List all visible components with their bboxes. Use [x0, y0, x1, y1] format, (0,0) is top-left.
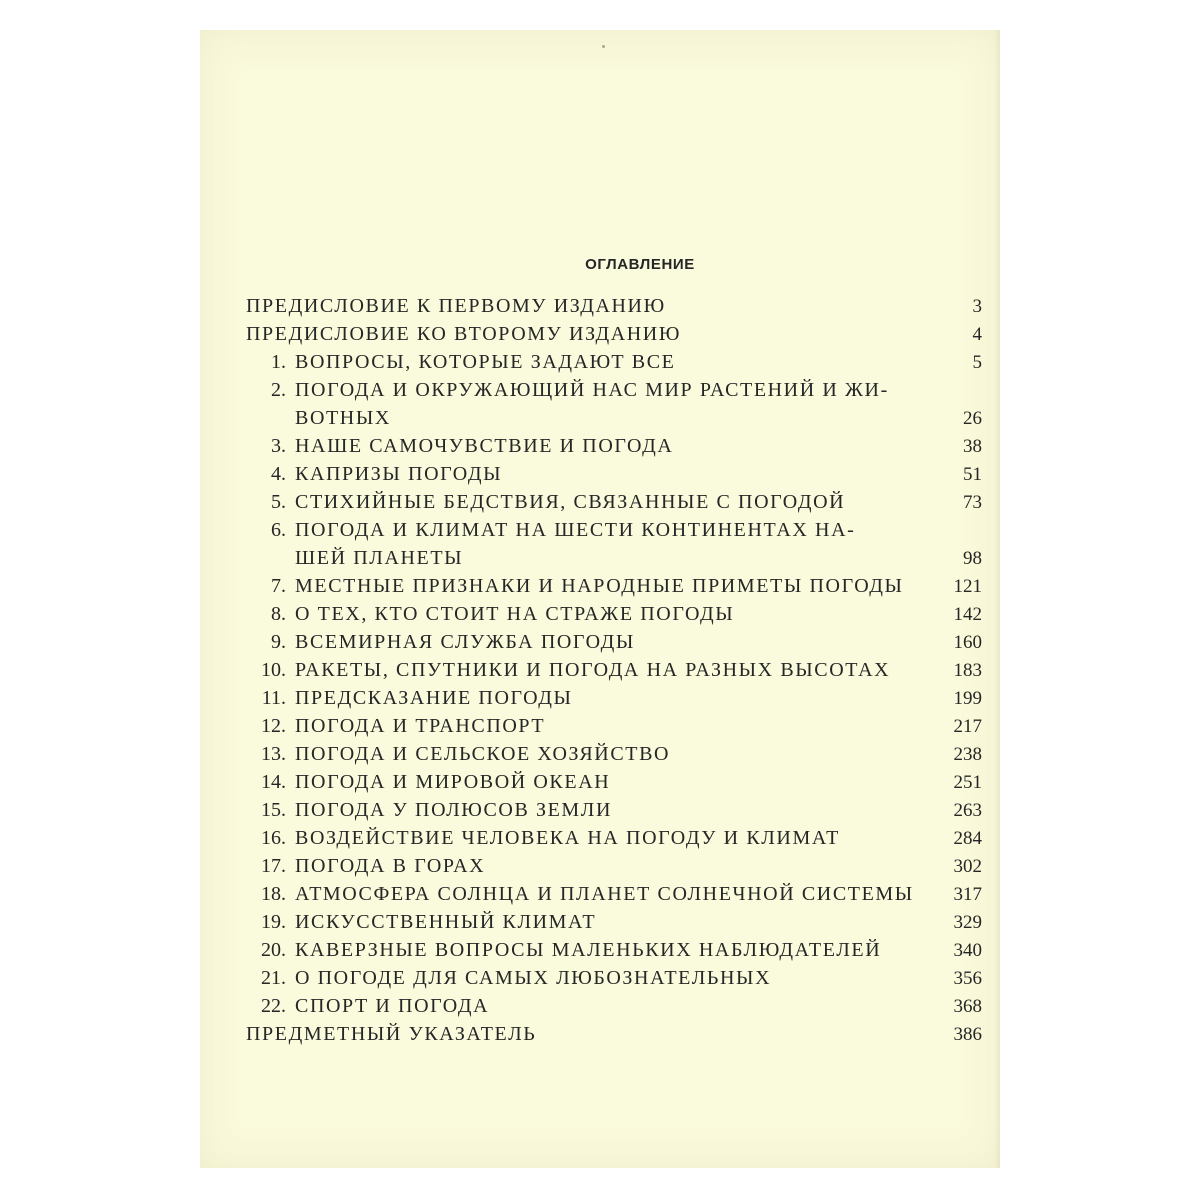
toc-entry-number: 3.	[271, 435, 286, 457]
toc-entry-page: 121	[953, 576, 982, 597]
table-of-contents	[246, 254, 982, 1048]
toc-entry-title: СТИХИЙНЫЕ БЕДСТВИЯ, СВЯЗАННЫЕ С ПОГОДОЙ	[295, 491, 846, 513]
dust-speck	[602, 45, 605, 48]
toc-entry-number: 5.	[271, 491, 286, 513]
toc-entry-title: ПРЕДМЕТНЫЙ УКАЗАТЕЛЬ	[246, 1023, 537, 1045]
toc-entry-page: 340	[953, 940, 982, 961]
toc-entry	[246, 684, 982, 712]
toc-entry-number: 20.	[261, 939, 286, 961]
toc-entry	[246, 460, 982, 488]
toc-entry-title: О ТЕХ, КТО СТОИТ НА СТРАЖЕ ПОГОДЫ	[295, 603, 735, 625]
toc-entry-number: 8.	[271, 603, 286, 625]
toc-entry-title: ВОТНЫХ	[295, 407, 391, 429]
toc-entry-number: 16.	[261, 827, 286, 849]
toc-entry-page: 302	[953, 856, 982, 877]
toc-entry	[246, 572, 982, 600]
toc-entry-title: ПОГОДА И ТРАНСПОРТ	[295, 715, 546, 737]
toc-entry	[246, 796, 982, 824]
toc-entry-number: 10.	[261, 659, 286, 681]
toc-entry	[246, 376, 982, 404]
toc-entry	[246, 292, 982, 320]
toc-entry-page: 183	[953, 660, 982, 681]
toc-entry-title: ПОГОДА В ГОРАХ	[295, 855, 486, 877]
toc-entry-title: АТМОСФЕРА СОЛНЦА И ПЛАНЕТ СОЛНЕЧНОЙ СИСТЕМЫ	[295, 883, 914, 905]
toc-entry-page: 217	[953, 716, 982, 737]
toc-entry-title: ПРЕДИСЛОВИЕ К ПЕРВОМУ ИЗДАНИЮ	[246, 295, 666, 317]
toc-entry-number: 9.	[271, 631, 286, 653]
toc-entry-number: 2.	[271, 379, 286, 401]
toc-entry-page: 98	[963, 548, 982, 569]
toc-entry-title: НАШЕ САМОЧУВСТВИЕ И ПОГОДА	[295, 435, 674, 457]
toc-entry-number: 21.	[261, 967, 286, 989]
toc-entry-page: 284	[953, 828, 982, 849]
toc-entry-page: 51	[963, 464, 982, 485]
toc-entry-number: 17.	[261, 855, 286, 877]
toc-entry-page: 329	[953, 912, 982, 933]
toc-entry-title: ВОЗДЕЙСТВИЕ ЧЕЛОВЕКА НА ПОГОДУ И КЛИМАТ	[295, 827, 840, 849]
toc-entry-page: 73	[963, 492, 982, 513]
toc-entry-number: 6.	[271, 519, 286, 541]
toc-entry-page: 199	[953, 688, 982, 709]
toc-entry-title: ПОГОДА И КЛИМАТ НА ШЕСТИ КОНТИНЕНТАХ НА-	[295, 519, 856, 541]
toc-entry-page: 238	[953, 744, 982, 765]
toc-entry-number: 19.	[261, 911, 286, 933]
toc-entry-number: 11.	[261, 687, 286, 709]
toc-entry-page: 4	[972, 324, 982, 345]
book-page	[200, 30, 1000, 1168]
toc-entry-title: ИСКУССТВЕННЫЙ КЛИМАТ	[295, 911, 597, 933]
toc-entry-number: 12.	[261, 715, 286, 737]
toc-entry	[246, 852, 982, 880]
toc-entry-page: 38	[963, 436, 982, 457]
toc-entry-number: 22.	[261, 995, 286, 1017]
toc-entry	[246, 712, 982, 740]
toc-entry	[246, 936, 982, 964]
toc-entry-page: 263	[953, 800, 982, 821]
toc-entry-title: ПРЕДСКАЗАНИЕ ПОГОДЫ	[295, 687, 573, 709]
toc-entry-title: ВОПРОСЫ, КОТОРЫЕ ЗАДАЮТ ВСЕ	[295, 351, 676, 373]
toc-entry	[246, 824, 982, 852]
toc-entry	[246, 768, 982, 796]
toc-entry-title: РАКЕТЫ, СПУТНИКИ И ПОГОДА НА РАЗНЫХ ВЫСОТАХ	[295, 659, 891, 681]
toc-entry	[246, 488, 982, 516]
toc-entry-title: О ПОГОДЕ ДЛЯ САМЫХ ЛЮБОЗНАТЕЛЬНЫХ	[295, 967, 772, 989]
toc-entry	[246, 656, 982, 684]
toc-entry-title: ВСЕМИРНАЯ СЛУЖБА ПОГОДЫ	[295, 631, 635, 653]
toc-entry-number: 13.	[261, 743, 286, 765]
toc-entry	[246, 600, 982, 628]
toc-entry	[246, 628, 982, 656]
toc-entry-title: ПОГОДА И МИРОВОЙ ОКЕАН	[295, 771, 611, 793]
toc-entry-title: ПОГОДА У ПОЛЮСОВ ЗЕМЛИ	[295, 799, 613, 821]
toc-entry	[246, 740, 982, 768]
toc-entry-number: 15.	[261, 799, 286, 821]
toc-entry-number: 14.	[261, 771, 286, 793]
toc-entry	[246, 432, 982, 460]
toc-entry	[246, 516, 982, 544]
toc-entry-title: ПОГОДА И ОКРУЖАЮЩИЙ НАС МИР РАСТЕНИЙ И ЖИ-	[295, 379, 889, 401]
toc-entry-page: 386	[953, 1024, 982, 1045]
toc-entry	[246, 992, 982, 1020]
toc-entry	[246, 404, 982, 432]
toc-entry	[246, 880, 982, 908]
toc-entry-title: ПРЕДИСЛОВИЕ КО ВТОРОМУ ИЗДАНИЮ	[246, 323, 682, 345]
toc-entry-title: ШЕЙ ПЛАНЕТЫ	[295, 547, 464, 569]
toc-entry-number: 4.	[271, 463, 286, 485]
toc-entry-title: КАВЕРЗНЫЕ ВОПРОСЫ МАЛЕНЬКИХ НАБЛЮДАТЕЛЕЙ	[295, 939, 882, 961]
toc-entry-page: 142	[953, 604, 982, 625]
toc-entry-title: МЕСТНЫЕ ПРИЗНАКИ И НАРОДНЫЕ ПРИМЕТЫ ПОГОДЫ	[295, 575, 904, 597]
scan-edge-shadow	[994, 30, 1000, 1168]
toc-entry-page: 26	[963, 408, 982, 429]
toc-entry	[246, 544, 982, 572]
toc-entry-page: 5	[972, 352, 982, 373]
toc-entry-page: 160	[953, 632, 982, 653]
toc-entry-title: КАПРИЗЫ ПОГОДЫ	[295, 463, 503, 485]
toc-entries	[246, 292, 982, 1048]
toc-entry-page: 251	[953, 772, 982, 793]
toc-entry-title: СПОРТ И ПОГОДА	[295, 995, 490, 1017]
toc-entry-number: 1.	[271, 351, 286, 373]
toc-entry	[246, 1020, 982, 1048]
toc-entry-page: 356	[953, 968, 982, 989]
toc-entry	[246, 320, 982, 348]
toc-entry	[246, 964, 982, 992]
toc-entry-page: 3	[972, 296, 982, 317]
toc-entry	[246, 348, 982, 376]
toc-entry-page: 368	[953, 996, 982, 1017]
toc-entry-title: ПОГОДА И СЕЛЬСКОЕ ХОЗЯЙСТВО	[295, 743, 671, 765]
toc-entry-page: 317	[953, 884, 982, 905]
toc-entry-number: 7.	[271, 575, 286, 597]
toc-entry-number: 18.	[261, 883, 286, 905]
toc-title: ОГЛАВЛЕНИЕ	[585, 256, 695, 273]
toc-entry	[246, 908, 982, 936]
